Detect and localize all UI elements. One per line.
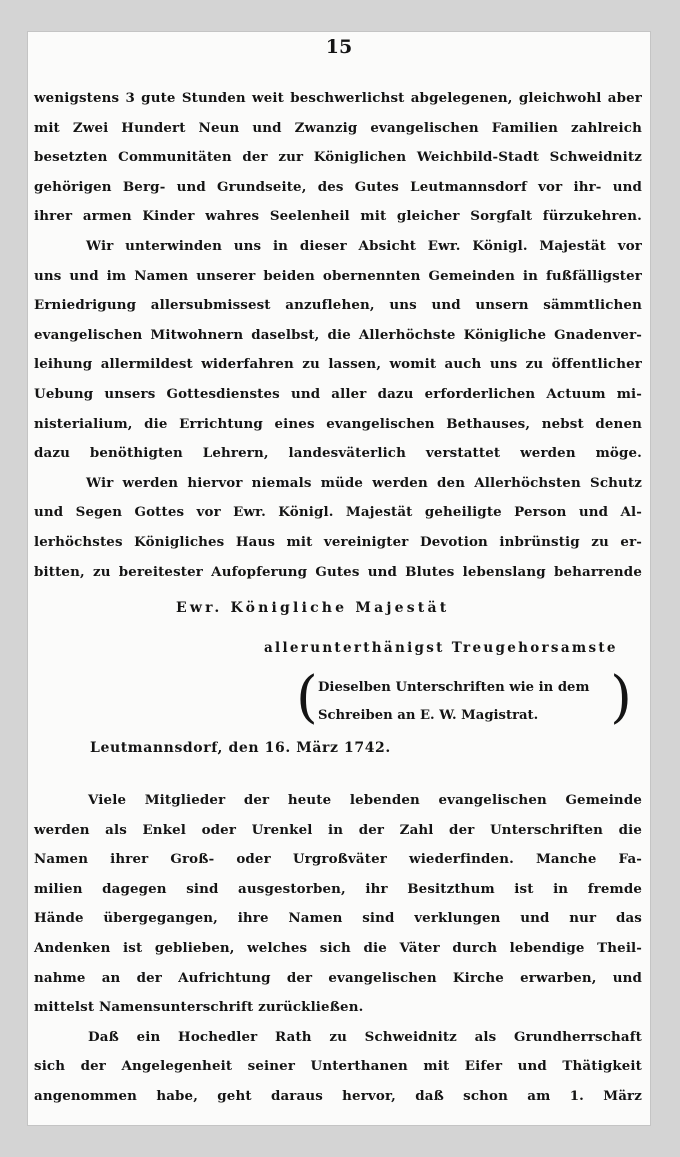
paragraph-members xyxy=(34,786,642,1023)
text-line: milien dagegen sind ausgestorben, ihr Besitzthum ist in fremde xyxy=(34,880,642,897)
text-line: angenommen habe, geht daraus hervor, daß schon am 1. März xyxy=(34,1087,642,1104)
text-line: mit Zwei Hundert Neun und Zwanzig evangelischen Familien zahlreich xyxy=(34,119,642,136)
note-line: Schreiben an E. W. Magistrat. xyxy=(318,708,539,723)
text-block-lower xyxy=(34,786,642,1112)
paragraph-blessing xyxy=(34,469,642,587)
text-line: mittelst Namensunterschrift zurückließen. xyxy=(34,999,364,1016)
text-line: Wir unterwinden uns in dieser Absicht Ewr. Königl. Majestät vor xyxy=(86,237,642,254)
text-line: Viele Mitglieder der heute lebenden evangelischen Gemeinde xyxy=(88,792,642,808)
text-line: wenigstens 3 gute Stunden weit beschwerlichst abgelegenen, gleichwohl aber xyxy=(34,90,642,106)
paragraph-petition xyxy=(34,232,642,469)
text-line: bitten, zu bereitester Aufopferung Gutes und Blutes lebenslang beharrende xyxy=(34,563,642,580)
signature-note xyxy=(296,665,632,734)
text-line: ihrer armen Kinder wahres Seelenheil mit gleicher Sorgfalt fürzukehren. xyxy=(34,208,642,225)
paragraph-council xyxy=(34,1023,642,1112)
paragraph-continuation xyxy=(34,84,642,232)
text-line: besetzten Communitäten der zur Königlichen Weichbild-Stadt Schweidnitz xyxy=(34,149,642,166)
closing-salutation: Ewr. Königliche Majestät xyxy=(176,600,450,616)
text-block-upper xyxy=(34,84,642,587)
book-page xyxy=(28,32,650,1125)
text-line: Erniedrigung allersubmissest anzuflehen, uns und unsern sämmtlichen xyxy=(34,297,642,314)
text-line: evangelischen Mitwohnern daselbst, die Allerhöchste Königliche Gnadenver- xyxy=(34,326,642,343)
text-line: und Segen Gottes vor Ewr. Königl. Majestät geheiligte Person und Al- xyxy=(34,504,642,521)
text-line: gehörigen Berg- und Grundseite, des Gutes Leutmannsdorf vor ihr- und xyxy=(34,178,642,195)
place-date-line: Leutmannsdorf, den 16. März 1742. xyxy=(90,740,391,756)
note-line: Dieselben Unterschriften wie in dem xyxy=(318,680,590,695)
note-close-paren: ) xyxy=(610,665,632,730)
text-line: sich der Angelegenheit seiner Unterthanen mit Eifer und Thätigkeit xyxy=(34,1058,642,1075)
text-line: nahme an der Aufrichtung der evangelischen Kirche erwarben, und xyxy=(34,969,642,986)
text-line: lerhöchstes Königliches Haus mit vereinigter Devotion inbrünstig zu er- xyxy=(34,533,642,550)
text-line: dazu benöthigten Lehrern, landesväterlich verstattet werden möge. xyxy=(34,445,642,462)
text-line: nisterialium, die Errichtung eines evangelischen Bethauses, nebst denen xyxy=(34,415,642,432)
text-line: leihung allermildest widerfahren zu lassen, womit auch uns zu öffentlicher xyxy=(34,356,642,373)
text-line: Uebung unsers Gottesdienstes und aller dazu erforderlichen Actuum mi- xyxy=(34,385,642,402)
text-line: Andenken ist geblieben, welches sich die Väter durch lebendige Theil- xyxy=(34,939,642,956)
text-line: uns und im Namen unserer beiden obernennten Gemeinden in fußfälligster xyxy=(34,267,642,284)
note-open-paren: ( xyxy=(296,665,318,730)
text-line: Hände übergegangen, ihre Namen sind verklungen und nur das xyxy=(34,910,642,927)
text-line: Wir werden hiervor niemals müde werden den Allerhöchsten Schutz xyxy=(86,474,642,491)
text-line: Namen ihrer Groß- oder Urgroßväter wiederfinden. Manche Fa- xyxy=(34,851,642,868)
closing-subscription: allerunterthänigst Treugehorsamste xyxy=(264,640,618,656)
page-number: 15 xyxy=(325,36,353,58)
text-line: Daß ein Hochedler Rath zu Schweidnitz als Grundherrschaft xyxy=(88,1028,642,1045)
text-line: werden als Enkel oder Urenkel in der Zahl der Unterschriften die xyxy=(34,821,642,838)
